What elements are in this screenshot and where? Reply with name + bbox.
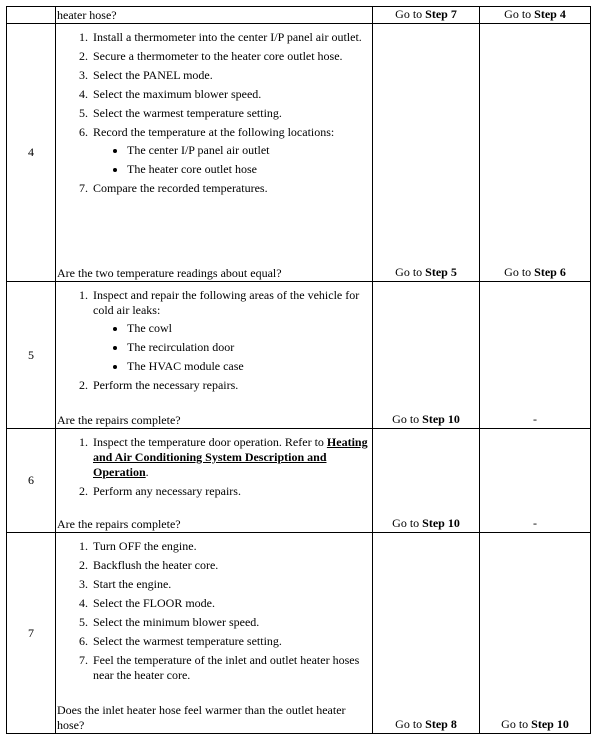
no-cell: - — [480, 282, 591, 429]
list-item: 5. Select the warmest temperature setting. — [91, 106, 370, 121]
table-row — [7, 282, 591, 429]
question-text: Are the two temperature readings about equal? — [57, 266, 282, 280]
question-text: Are the repairs complete? — [57, 517, 181, 531]
yes-cell: Go to Step 8 — [373, 533, 480, 734]
action-cell — [56, 429, 373, 533]
table-row — [7, 7, 591, 24]
table-row — [7, 429, 591, 533]
sub-list — [93, 321, 370, 374]
step-link[interactable]: Step 5 — [425, 265, 457, 279]
action-cell — [56, 24, 373, 282]
action-cell — [56, 533, 373, 734]
list-item: 7. Compare the recorded temperatures. — [91, 181, 370, 196]
no-cell: Go to Step 6 — [480, 24, 591, 282]
action-cell — [56, 282, 373, 429]
step-number-cell — [7, 7, 56, 24]
action-list — [57, 539, 370, 687]
list-item: 6. Record the temperature at the following locations: • The center I/P panel air outlet • The heater core outlet hose — [91, 125, 370, 177]
yes-cell: Go to Step 10 — [373, 282, 480, 429]
list-item: 2. Secure a thermometer to the heater core outlet hose. — [91, 49, 370, 64]
no-cell: Go to Step 4 — [480, 7, 591, 24]
step-number-cell: 7 — [7, 533, 56, 734]
list-item: 7. Feel the temperature of the inlet and outlet heater hoses near the heater core. — [91, 653, 370, 683]
list-item: 2. Perform the necessary repairs. — [91, 378, 370, 393]
step-number-cell: 5 — [7, 282, 56, 429]
step-link[interactable]: Step 4 — [534, 7, 566, 21]
list-item: 4. Select the maximum blower speed. — [91, 87, 370, 102]
step-link[interactable]: Step 7 — [425, 7, 457, 21]
yes-cell: Go to Step 7 — [373, 7, 480, 24]
list-item: • The recirculation door — [127, 340, 370, 355]
list-item: • The center I/P panel air outlet — [127, 143, 370, 158]
list-item: • The heater core outlet hose — [127, 162, 370, 177]
list-item: 5. Select the minimum blower speed. — [91, 615, 370, 630]
step-link[interactable]: Step 8 — [425, 717, 457, 731]
step-link[interactable]: Step 10 — [422, 412, 460, 426]
yes-cell: Go to Step 10 — [373, 429, 480, 533]
action-cell — [56, 7, 373, 24]
table-row — [7, 533, 591, 734]
list-item: 2. Perform any necessary repairs. — [91, 484, 370, 499]
list-item: 1. Turn OFF the engine. — [91, 539, 370, 554]
action-list — [57, 30, 370, 200]
question-text: Are the repairs complete? — [57, 413, 181, 427]
diagnostic-table — [6, 6, 591, 734]
action-list — [57, 435, 370, 503]
sub-list — [93, 143, 370, 177]
list-item: 1. Inspect and repair the following areas of the vehicle for cold air leaks: • The cowl • The recirculation door • The HVAC module case — [91, 288, 370, 374]
step-link[interactable]: Step 6 — [534, 265, 566, 279]
step-link[interactable]: Step 10 — [422, 516, 460, 530]
table-row — [7, 24, 591, 282]
step-link[interactable]: Step 10 — [531, 717, 569, 731]
list-item: 3. Select the PANEL mode. — [91, 68, 370, 83]
list-item: • The HVAC module case — [127, 359, 370, 374]
question-text: heater hose? — [57, 8, 117, 22]
list-item: • The cowl — [127, 321, 370, 336]
list-item: 6. Select the warmest temperature setting. — [91, 634, 370, 649]
step-number-cell: 6 — [7, 429, 56, 533]
step-number-cell: 4 — [7, 24, 56, 282]
yes-cell: Go to Step 5 — [373, 24, 480, 282]
list-item: 1. Install a thermometer into the center I/P panel air outlet. — [91, 30, 370, 45]
reference-link[interactable]: Heating and Air Conditioning System Description and Operation — [93, 435, 368, 479]
list-item: 2. Backflush the heater core. — [91, 558, 370, 573]
list-item: 3. Start the engine. — [91, 577, 370, 592]
list-item: 4. Select the FLOOR mode. — [91, 596, 370, 611]
question-text: Does the inlet heater hose feel warmer than the outlet heater hose? — [57, 703, 346, 732]
list-item: 1. Inspect the temperature door operation. Refer to Heating and Air Conditioning System Description and Operation. — [91, 435, 370, 480]
no-cell: - — [480, 429, 591, 533]
no-cell: Go to Step 10 — [480, 533, 591, 734]
action-list — [57, 288, 370, 397]
